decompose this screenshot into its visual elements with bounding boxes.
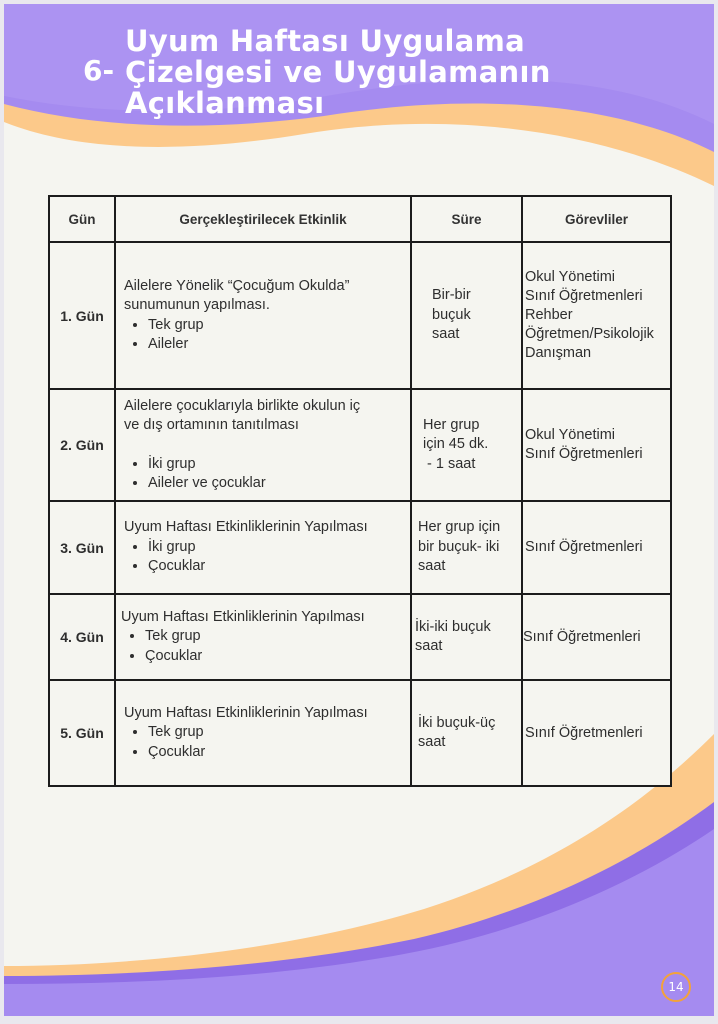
roles-cell <box>522 680 671 786</box>
activity-text: Uyum Haftası Etkinliklerinin Yapılması <box>124 704 368 721</box>
duration-cell <box>411 594 522 680</box>
role-text: Sınıf Öğretmenleri <box>525 724 643 741</box>
activity-text: sunumunun yapılması. <box>124 297 270 313</box>
duration-text: saat <box>418 558 446 575</box>
role-text: Sınıf Öğretmenleri <box>523 628 641 645</box>
activity-bullet-list <box>124 455 402 494</box>
day-cell: 1. Gün <box>49 242 115 389</box>
column-header-day: Gün <box>49 196 115 242</box>
role-text: Sınıf Öğretmenleri <box>525 446 643 462</box>
duration-cell <box>411 680 522 786</box>
roles-cell <box>522 501 671 594</box>
activity-bullet-list <box>124 316 402 355</box>
table-row <box>49 594 671 680</box>
duration-text: için 45 dk. <box>423 436 489 453</box>
column-header-roles: Görevliler <box>522 196 671 242</box>
activity-cell <box>115 501 411 594</box>
activity-cell <box>115 594 411 680</box>
role-text: Sınıf Öğretmenleri <box>525 539 643 555</box>
bullet-item: • Tek grup <box>148 316 402 336</box>
bullet-item: • Çocuklar <box>148 743 402 763</box>
duration-text: Her grup <box>423 416 480 433</box>
duration-cell <box>411 242 522 389</box>
activity-bullet-list <box>124 723 402 762</box>
bullet-item: • Çocuklar <box>148 557 402 577</box>
activity-bullet-list <box>121 627 402 666</box>
bullet-item: • İki grup <box>148 455 402 475</box>
bullet-item: • Çocuklar <box>145 647 402 667</box>
table-row <box>49 501 671 594</box>
day-cell: 2. Gün <box>49 389 115 501</box>
duration-text: Bir-bir <box>432 287 471 304</box>
table-row <box>49 389 671 501</box>
spacer <box>124 436 402 455</box>
day-cell: 3. Gün <box>49 501 115 594</box>
duration-text: - 1 saat <box>423 455 476 472</box>
bullet-item: • İki grup <box>148 538 402 558</box>
role-text: Sınıf Öğretmenleri <box>525 288 643 304</box>
duration-text: Her grup için <box>418 519 501 536</box>
activity-text: ve dış ortamının tanıtılması <box>124 417 299 433</box>
role-text: Danışman <box>525 345 592 361</box>
bullet-item: • Aileler ve çocuklar <box>148 474 402 494</box>
column-header-duration: Süre <box>411 196 522 242</box>
page-number-badge: 14 <box>661 972 691 1002</box>
role-text: Öğretmen/Psikolojik <box>525 326 654 342</box>
roles-cell <box>522 594 671 680</box>
activity-bullet-list <box>124 538 402 577</box>
role-text: Okul Yönetimi <box>525 427 615 443</box>
bullet-item: • Tek grup <box>148 723 402 743</box>
bullet-item: • Tek grup <box>145 627 402 647</box>
table-row <box>49 680 671 786</box>
table-row <box>49 242 671 389</box>
duration-text: İki-iki buçuk <box>415 618 491 635</box>
activity-cell <box>115 242 411 389</box>
roles-cell <box>522 389 671 501</box>
document-page <box>4 4 714 1016</box>
duration-text: saat <box>432 326 460 343</box>
duration-cell <box>411 501 522 594</box>
role-text: Okul Yönetimi <box>525 269 615 285</box>
title-line: Uyum Haftası Uygulama <box>125 24 526 58</box>
schedule-table <box>48 195 672 787</box>
bullet-item: • Aileler <box>148 335 402 355</box>
section-number: 6- <box>83 54 115 87</box>
duration-cell <box>411 389 522 501</box>
day-cell: 4. Gün <box>49 594 115 680</box>
title-line: Açıklanması <box>125 86 325 120</box>
duration-text: İki buçuk-üç <box>418 714 496 731</box>
duration-text: saat <box>418 734 446 750</box>
role-text: Rehber <box>525 307 573 323</box>
activity-text: Ailelere çocuklarıyla birlikte okulun iç <box>124 397 361 414</box>
activity-text: Uyum Haftası Etkinliklerinin Yapılması <box>124 519 368 536</box>
duration-text: bir buçuk- iki <box>418 538 500 555</box>
day-cell: 5. Gün <box>49 680 115 786</box>
table-header-row <box>49 196 671 242</box>
activity-text: Ailelere Yönelik “Çocuğum Okulda” <box>124 277 350 294</box>
activity-text: Uyum Haftası Etkinliklerinin Yapılması <box>121 608 365 625</box>
duration-text: saat <box>415 638 443 654</box>
activity-cell <box>115 389 411 501</box>
duration-text: buçuk <box>432 306 471 323</box>
activity-cell <box>115 680 411 786</box>
column-header-activity: Gerçekleştirilecek Etkinlik <box>115 196 411 242</box>
roles-cell <box>522 242 671 389</box>
page-title <box>125 26 551 119</box>
title-line: Çizelgesi ve Uygulamanın <box>125 55 551 89</box>
